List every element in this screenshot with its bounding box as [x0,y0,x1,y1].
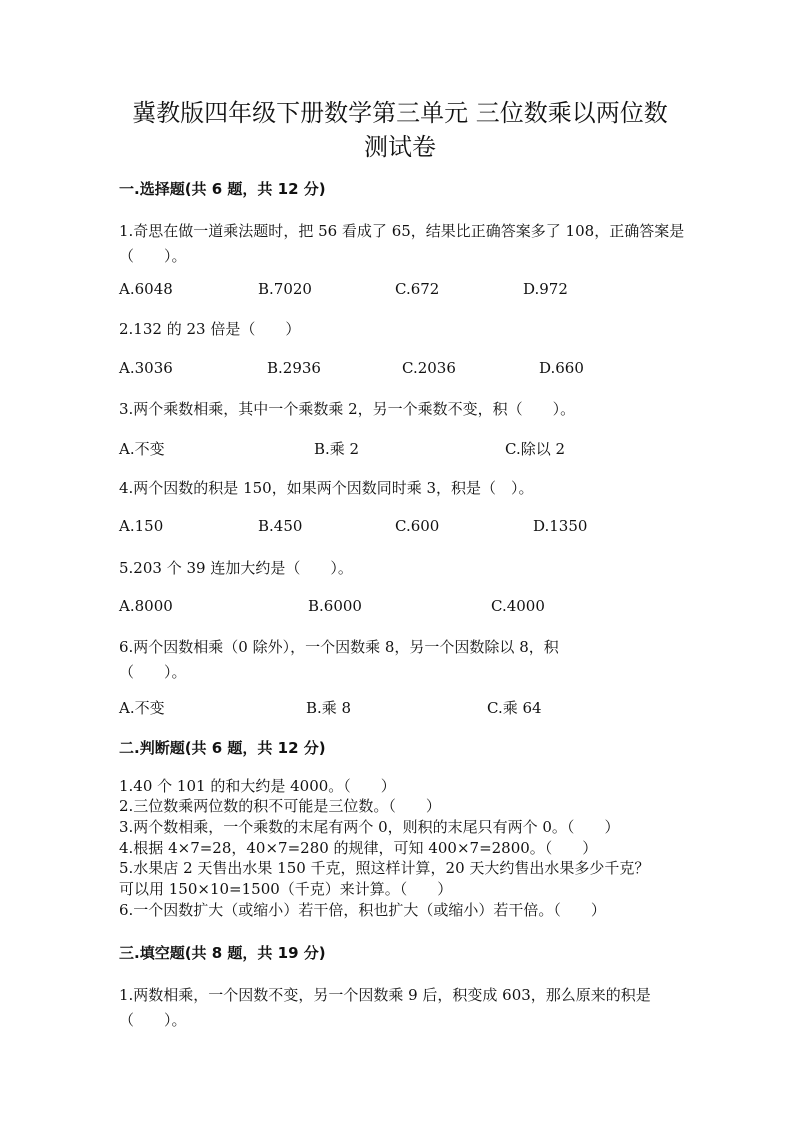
question-6-line-2: （ ）。 [119,663,187,681]
choice-options-4 [119,517,689,541]
option-a[interactable]: A.150 [119,517,164,535]
option-c[interactable]: C.4000 [491,597,545,615]
option-d[interactable]: D.972 [523,280,568,298]
option-c[interactable]: C.672 [395,280,440,298]
section-heading-choice: 一.选择题(共 6 题，共 12 分) [119,180,326,198]
option-b[interactable]: B.450 [258,517,303,535]
option-b[interactable]: B.乘 8 [306,699,352,717]
option-a[interactable]: A.不变 [119,699,165,717]
judge-item-continuation: 可以用 150×10=1500（千克）来计算。（ ） [119,880,453,898]
option-a[interactable]: A.不变 [119,440,165,458]
judge-item: 2.三位数乘两位数的积不可能是三位数。（ ） [119,797,441,815]
choice-options-1 [119,280,689,304]
judge-item: 3.两个数相乘，一个乘数的末尾有两个 0，则积的末尾只有两个 0。（ ） [119,818,620,836]
option-c[interactable]: C.除以 2 [505,440,566,458]
choice-options-6 [119,697,689,721]
choice-question-6 [119,635,689,685]
choice-options-5 [119,597,689,621]
judge-item: 4.根据 4×7=28，40×7=280 的规律，可知 400×7=2800。（ ） [119,839,598,857]
page-title [0,96,800,164]
option-d[interactable]: D.660 [539,359,584,377]
option-c[interactable]: C.2036 [402,359,456,377]
choice-question-4: 4.两个因数的积是 150，如果两个因数同时乘 3，积是（ ）。 [119,479,534,497]
judge-item: 5.水果店 2 天售出水果 150 千克，照这样计算，20 天大约售出水果多少千克？ [119,859,650,877]
option-c[interactable]: C.乘 64 [487,699,542,717]
option-b[interactable]: B.2936 [267,359,321,377]
title-line-1: 冀教版四年级下册数学第三单元 三位数乘以两位数 [132,99,668,127]
option-b[interactable]: B.乘 2 [314,440,360,458]
choice-question-1: 1.奇思在做一道乘法题时，把 56 看成了 65，结果比正确答案多了 108，正确答案是（ ）。 [119,222,685,265]
option-a[interactable]: A.8000 [119,597,173,615]
question-6-line-1: 6.两个因数相乘（0 除外），一个因数乘 8，另一个因数除以 8，积 [119,638,559,656]
choice-options-2 [119,359,689,383]
title-line-2: 测试卷 [364,133,436,161]
judge-item: 1.40 个 101 的和大约是 4000。（ ） [119,777,396,795]
choice-question-2: 2.132 的 23 倍是（ ） [119,320,301,338]
option-a[interactable]: A.3036 [119,359,173,377]
section-heading-fill: 三.填空题(共 8 题，共 19 分) [119,944,326,962]
choice-question-5: 5.203 个 39 连加大约是（ ）。 [119,559,353,577]
option-d[interactable]: D.1350 [533,517,588,535]
option-b[interactable]: B.6000 [308,597,362,615]
fill-question-1: 1.两数相乘，一个因数不变，另一个因数乘 9 后，积变成 603，那么原来的积是（ ）。 [119,986,651,1029]
choice-question-3: 3.两个乘数相乘，其中一个乘数乘 2，另一个乘数不变，积（ ）。 [119,400,576,418]
option-a[interactable]: A.6048 [119,280,173,298]
choice-options-3 [119,438,689,462]
judge-item: 6.一个因数扩大（或缩小）若干倍，积也扩大（或缩小）若干倍。（ ） [119,901,606,919]
option-b[interactable]: B.7020 [258,280,312,298]
option-c[interactable]: C.600 [395,517,440,535]
section-heading-judge: 二.判断题(共 6 题，共 12 分) [119,739,326,757]
